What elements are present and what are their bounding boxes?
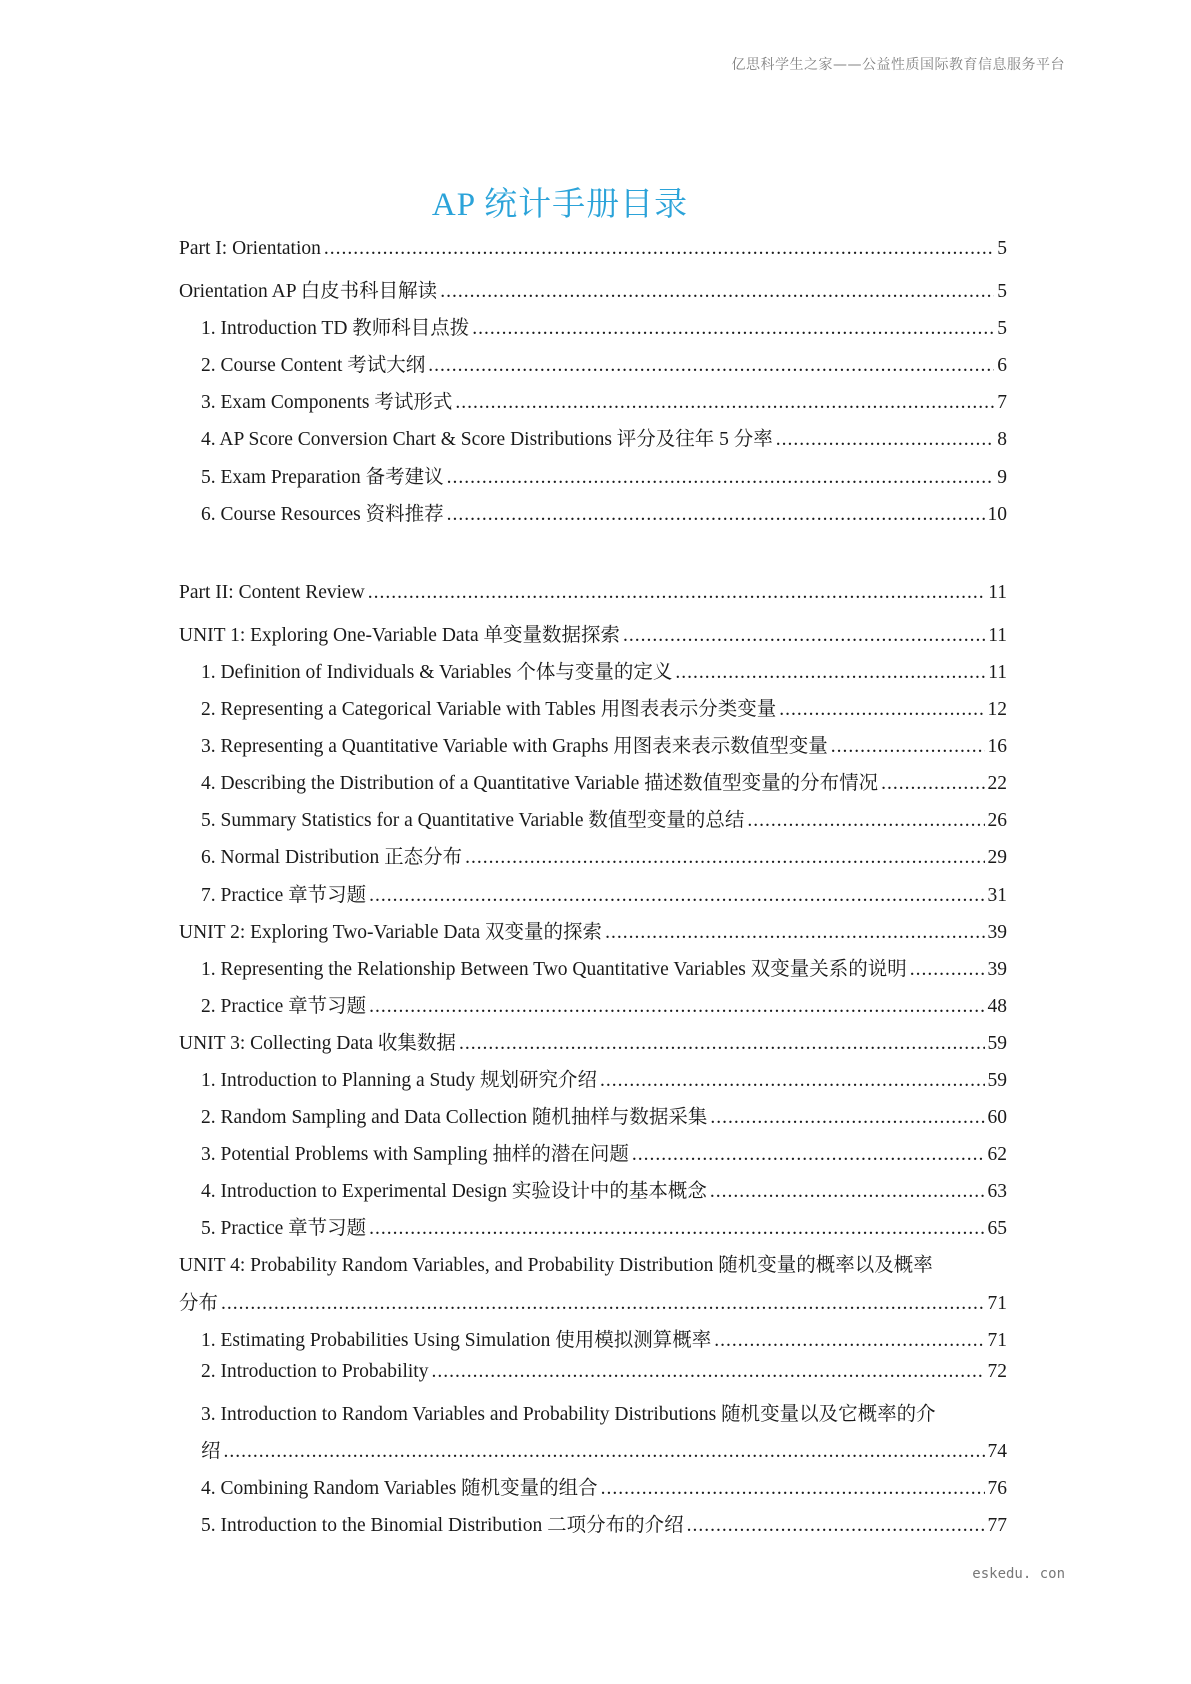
toc-entry-label: Part II: Content Review [179, 581, 365, 603]
toc-entry-label: 5. Practice 章节习题 [201, 1218, 367, 1240]
dot-leader [221, 1293, 984, 1315]
toc-entry[interactable] [179, 312, 1007, 349]
toc-page-number: 11 [988, 624, 1007, 646]
toc-entry[interactable] [179, 1509, 1007, 1546]
dot-leader [776, 429, 994, 451]
toc-entry-label: 5. Summary Statistics for a Quantitative Variable 数值型变量的总结 [201, 810, 745, 832]
toc-entry-label: Orientation AP 白皮书科目解读 [179, 281, 438, 303]
dot-leader [632, 1144, 985, 1166]
dot-leader [224, 1441, 985, 1463]
toc-entry-label: Part I: Orientation [179, 238, 321, 259]
section-gap [179, 535, 1007, 582]
toc-entry-label: 1. Definition of Individuals & Variables 个体与变量的定义 [201, 661, 673, 683]
toc-entry[interactable] [179, 693, 1007, 730]
toc-page-number: 9 [997, 466, 1007, 488]
dot-leader [687, 1515, 985, 1537]
toc-page-number: 5 [997, 238, 1007, 259]
toc-entry[interactable] [179, 1138, 1007, 1175]
toc-page-number: 48 [987, 995, 1007, 1017]
toc-entry-label: 2. Random Sampling and Data Collection 随机抽样与数据采集 [201, 1107, 708, 1129]
toc-entry[interactable] [179, 990, 1007, 1027]
toc-entry-label[interactable]: UNIT 4: Probability Random Variables, and Probability Distribution 随机变量的概率以及概率 [179, 1255, 933, 1277]
dot-leader [710, 1107, 984, 1129]
toc-entry[interactable] [179, 275, 1007, 312]
toc-entry-label: 4. Describing the Distribution of a Quantitative Variable 描述数值型变量的分布情况 [201, 773, 879, 795]
toc-page-number: 11 [988, 661, 1007, 683]
dot-leader [369, 996, 984, 1018]
toc-page-number: 29 [987, 847, 1007, 869]
dot-leader [459, 1033, 985, 1055]
toc-page-number: 59 [987, 1032, 1007, 1054]
dot-leader [440, 281, 994, 303]
toc-entry[interactable] [179, 656, 1007, 693]
toc-entry-label: 5. Exam Preparation 备考建议 [201, 466, 444, 488]
toc-entry-label: 3. Exam Components 考试形式 [201, 392, 453, 414]
toc-entry-label: 7. Practice 章节习题 [201, 884, 367, 906]
toc-entry[interactable] [179, 582, 1007, 619]
toc-entry-label: 1. Representing the Relationship Between Two Quantitative Variables 双变量关系的说明 [201, 958, 907, 980]
dot-leader [447, 504, 985, 526]
toc-page-number: 59 [987, 1069, 1007, 1091]
toc-entry[interactable] [179, 953, 1007, 990]
toc-page-number: 77 [987, 1515, 1007, 1537]
dot-leader [472, 318, 994, 340]
toc-page-number: 39 [987, 921, 1007, 943]
toc-entry-label: 2. Introduction to Probability [201, 1360, 429, 1382]
dot-leader [881, 773, 984, 795]
dot-leader [779, 699, 984, 721]
toc-entry-label: 1. Estimating Probabilities Using Simulation 使用模拟测算概率 [201, 1329, 712, 1351]
toc-entry[interactable] [179, 1101, 1007, 1138]
toc-page-number: 74 [987, 1440, 1007, 1462]
toc-page-number: 31 [987, 884, 1007, 906]
toc-entry-label: UNIT 1: Exploring One-Variable Data 单变量数据探索 [179, 624, 621, 646]
dot-leader [431, 1361, 984, 1383]
toc-entry[interactable] [179, 461, 1007, 498]
toc-entry[interactable] [179, 423, 1007, 460]
toc-page-number: 60 [987, 1107, 1007, 1129]
toc-entry[interactable] [179, 1064, 1007, 1101]
dot-leader [428, 355, 994, 377]
toc-entry[interactable] [179, 1212, 1007, 1249]
toc-page-number: 10 [987, 503, 1007, 525]
dot-leader [455, 392, 994, 414]
dot-leader [465, 847, 984, 869]
toc-entry-label: 2. Representing a Categorical Variable with Tables 用图表表示分类变量 [201, 699, 777, 721]
toc-entry-label: 2. Practice 章节习题 [201, 995, 367, 1017]
table-of-contents [179, 238, 1007, 1546]
toc-page-number: 22 [987, 773, 1007, 795]
toc-part-1 [179, 238, 1007, 535]
toc-entry[interactable] [179, 730, 1007, 767]
toc-entry-label: 绍 [201, 1440, 221, 1462]
toc-entry-label: 6. Course Resources 资料推荐 [201, 503, 444, 525]
toc-entry-label: 4. AP Score Conversion Chart & Score Distributions 评分及往年 5 分率 [201, 429, 773, 451]
toc-page-number: 26 [987, 810, 1007, 832]
toc-page-number: 11 [988, 581, 1007, 603]
toc-entry[interactable] [179, 767, 1007, 804]
toc-entry[interactable] [179, 386, 1007, 423]
toc-entry[interactable] [179, 498, 1007, 535]
toc-page-number: 76 [987, 1478, 1007, 1499]
toc-page-number: 72 [987, 1360, 1007, 1382]
dot-leader [369, 1218, 984, 1240]
toc-entry[interactable] [179, 916, 1007, 953]
toc-page-number: 62 [987, 1144, 1007, 1166]
toc-entry[interactable] [179, 1361, 1007, 1398]
toc-entry[interactable] [179, 1472, 1007, 1509]
toc-page-number: 7 [997, 392, 1007, 414]
dot-leader [369, 885, 984, 907]
page-header: 亿思科学生之家——公益性质国际教育信息服务平台 [731, 57, 1065, 73]
toc-entry[interactable] [179, 1175, 1007, 1212]
toc-page-number: 5 [997, 318, 1007, 340]
toc-unit-4 [179, 1249, 1007, 1546]
toc-entry-label: 1. Introduction to Planning a Study 规划研究介绍 [201, 1069, 597, 1091]
toc-entry[interactable] [179, 1027, 1007, 1064]
toc-entry-label: 4. Introduction to Experimental Design 实验设计中的基本概念 [201, 1181, 707, 1203]
toc-entry-label: 4. Combining Random Variables 随机变量的组合 [201, 1478, 598, 1499]
toc-entry[interactable] [179, 841, 1007, 878]
dot-leader [831, 736, 985, 758]
toc-entry[interactable] [179, 879, 1007, 916]
page-footer: eskedu. con [972, 1566, 1065, 1582]
toc-page-number: 8 [997, 429, 1007, 451]
toc-page-number: 39 [987, 958, 1007, 980]
dot-leader [675, 662, 985, 684]
toc-part-2 [179, 582, 1007, 1250]
toc-entry-label: 1. Introduction TD 教师科目点拨 [201, 318, 470, 340]
dot-leader [710, 1181, 985, 1203]
dot-leader [714, 1330, 984, 1352]
toc-page-number: 65 [987, 1218, 1007, 1240]
toc-entry-label: 3. Representing a Quantitative Variable with Graphs 用图表来表示数值型变量 [201, 736, 828, 758]
toc-entry-label: 2. Course Content 考试大纲 [201, 355, 426, 377]
toc-entry-label: 3. Potential Problems with Sampling 抽样的潜在问题 [201, 1144, 629, 1166]
toc-entry-label: 5. Introduction to the Binomial Distribution 二项分布的介绍 [201, 1515, 684, 1537]
dot-leader [324, 238, 994, 260]
toc-entry[interactable] [179, 1324, 1007, 1361]
toc-entry-label: UNIT 2: Exploring Two-Variable Data 双变量的探索 [179, 921, 603, 943]
toc-entry[interactable] [179, 1287, 1007, 1324]
page-title: AP 统计手册目录 [431, 187, 689, 223]
dot-leader [601, 1478, 985, 1500]
toc-page-number: 16 [987, 736, 1007, 758]
dot-leader [910, 959, 985, 981]
toc-entry-label: 分布 [179, 1292, 219, 1314]
toc-page-number: 5 [997, 281, 1007, 303]
toc-entry-label: 6. Normal Distribution 正态分布 [201, 847, 463, 869]
toc-entry[interactable] [179, 238, 1007, 275]
dot-leader [623, 625, 985, 647]
dot-leader [600, 1070, 985, 1092]
toc-entry[interactable] [179, 804, 1007, 841]
toc-entry[interactable] [179, 349, 1007, 386]
toc-page-number: 71 [987, 1329, 1007, 1351]
toc-entry[interactable] [179, 619, 1007, 656]
toc-entry-label: UNIT 3: Collecting Data 收集数据 [179, 1032, 456, 1054]
toc-entry-label[interactable]: 3. Introduction to Random Variables and Probability Distributions 随机变量以及它概率的介 [201, 1403, 936, 1425]
dot-leader [447, 467, 995, 489]
dot-leader [368, 582, 985, 604]
toc-page-number: 6 [997, 355, 1007, 377]
toc-page-number: 63 [987, 1181, 1007, 1203]
toc-page-number: 71 [987, 1292, 1007, 1314]
toc-entry[interactable] [179, 1435, 1007, 1472]
toc-page-number: 12 [987, 699, 1007, 721]
dot-leader [605, 922, 984, 944]
dot-leader [747, 810, 984, 832]
